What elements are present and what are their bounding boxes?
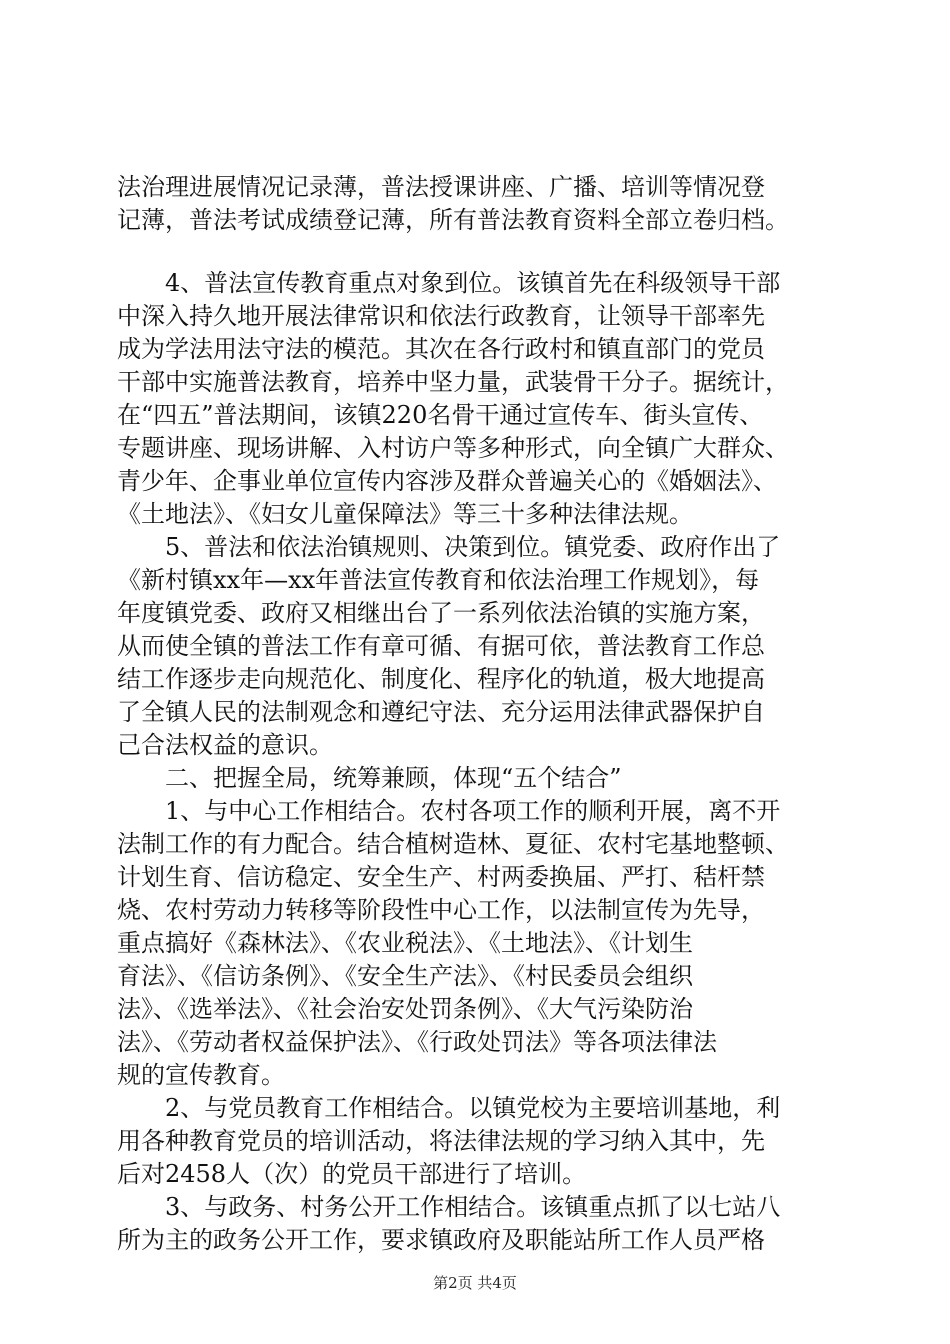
text-line: 后对2458人（次）的党员干部进行了培训。 (117, 1160, 587, 1188)
text-line: 所为主的政务公开工作，要求镇政府及职能站所工作人员严格 (117, 1226, 765, 1254)
text-line: 记薄，普法考试成绩登记薄，所有普法教育资料全部立卷归档。 (117, 206, 789, 234)
text-line: 中深入持久地开展法律常识和依法行政教育，让领导干部率先 (117, 302, 765, 330)
text-line: 法治理进展情况记录薄，普法授课讲座、广播、培训等情况登 (117, 173, 765, 201)
text-line: 1、与中心工作相结合。农村各项工作的顺利开展，离不开 (117, 797, 781, 825)
text-line: 成为学法用法守法的模范。其次在各行政村和镇直部门的党员 (117, 335, 765, 363)
page-number-footer: 第2页 共4页 (433, 1274, 517, 1292)
section-heading: 二、把握全局，统筹兼顾，体现“五个结合” (117, 764, 622, 792)
text-line: 从而使全镇的普法工作有章可循、有据可依，普法教育工作总 (117, 632, 765, 660)
text-line: 重点搞好《森林法》、《农业税法》、《土地法》、《计划生 (117, 929, 693, 957)
text-line: 了全镇人民的法制观念和遵纪守法、充分运用法律武器保护自 (117, 698, 765, 726)
text-line: 2、与党员教育工作相结合。以镇党校为主要培训基地，利 (117, 1094, 781, 1122)
text-line: 年度镇党委、政府又相继出台了一系列依法治镇的实施方案， (117, 599, 765, 627)
text-line: 《新村镇xx年—xx年普法宣传教育和依法治理工作规划》，每 (117, 566, 760, 594)
text-line: 规的宣传教育。 (117, 1061, 285, 1089)
text-line: 干部中实施普法教育，培养中坚力量，武装骨干分子。据统计， (117, 368, 789, 396)
text-line: 育法》、《信访条例》、《安全生产法》、《村民委员会组织 (117, 962, 693, 990)
text-line: 用各种教育党员的培训活动，将法律法规的学习纳入其中，先 (117, 1127, 765, 1155)
document-body (117, 171, 847, 1257)
text-line: 计划生育、信访稳定、安全生产、村两委换届、严打、秸杆禁 (117, 863, 765, 891)
text-line: 《土地法》、《妇女儿童保障法》等三十多种法律法规。 (117, 500, 693, 528)
text-line: 3、与政务、村务公开工作相结合。该镇重点抓了以七站八 (117, 1193, 781, 1221)
text-line: 青少年、企事业单位宣传内容涉及群众普遍关心的《婚姻法》、 (117, 467, 777, 495)
text-line: 在“四五”普法期间，该镇220名骨干通过宣传车、街头宣传、 (117, 401, 764, 429)
text-line: 5、普法和依法治镇规则、决策到位。镇党委、政府作出了 (117, 533, 781, 561)
text-line: 结工作逐步走向规范化、制度化、程序化的轨道，极大地提高 (117, 665, 765, 693)
text-line: 专题讲座、现场讲解、入村访户等多种形式，向全镇广大群众、 (117, 434, 789, 462)
text-line: 烧、农村劳动力转移等阶段性中心工作，以法制宣传为先导， (117, 896, 765, 924)
text-line: 法》、《劳动者权益保护法》、《行政处罚法》等各项法律法 (117, 1028, 717, 1056)
text-line: 法制工作的有力配合。结合植树造林、夏征、农村宅基地整顿、 (117, 830, 789, 858)
text-line: 法》、《选举法》、《社会治安处罚条例》、《大气污染防治 (117, 995, 693, 1023)
text-line: 4、普法宣传教育重点对象到位。该镇首先在科级领导干部 (117, 269, 781, 297)
paragraph-gap (117, 237, 847, 267)
text-line: 己合法权益的意识。 (117, 731, 333, 759)
